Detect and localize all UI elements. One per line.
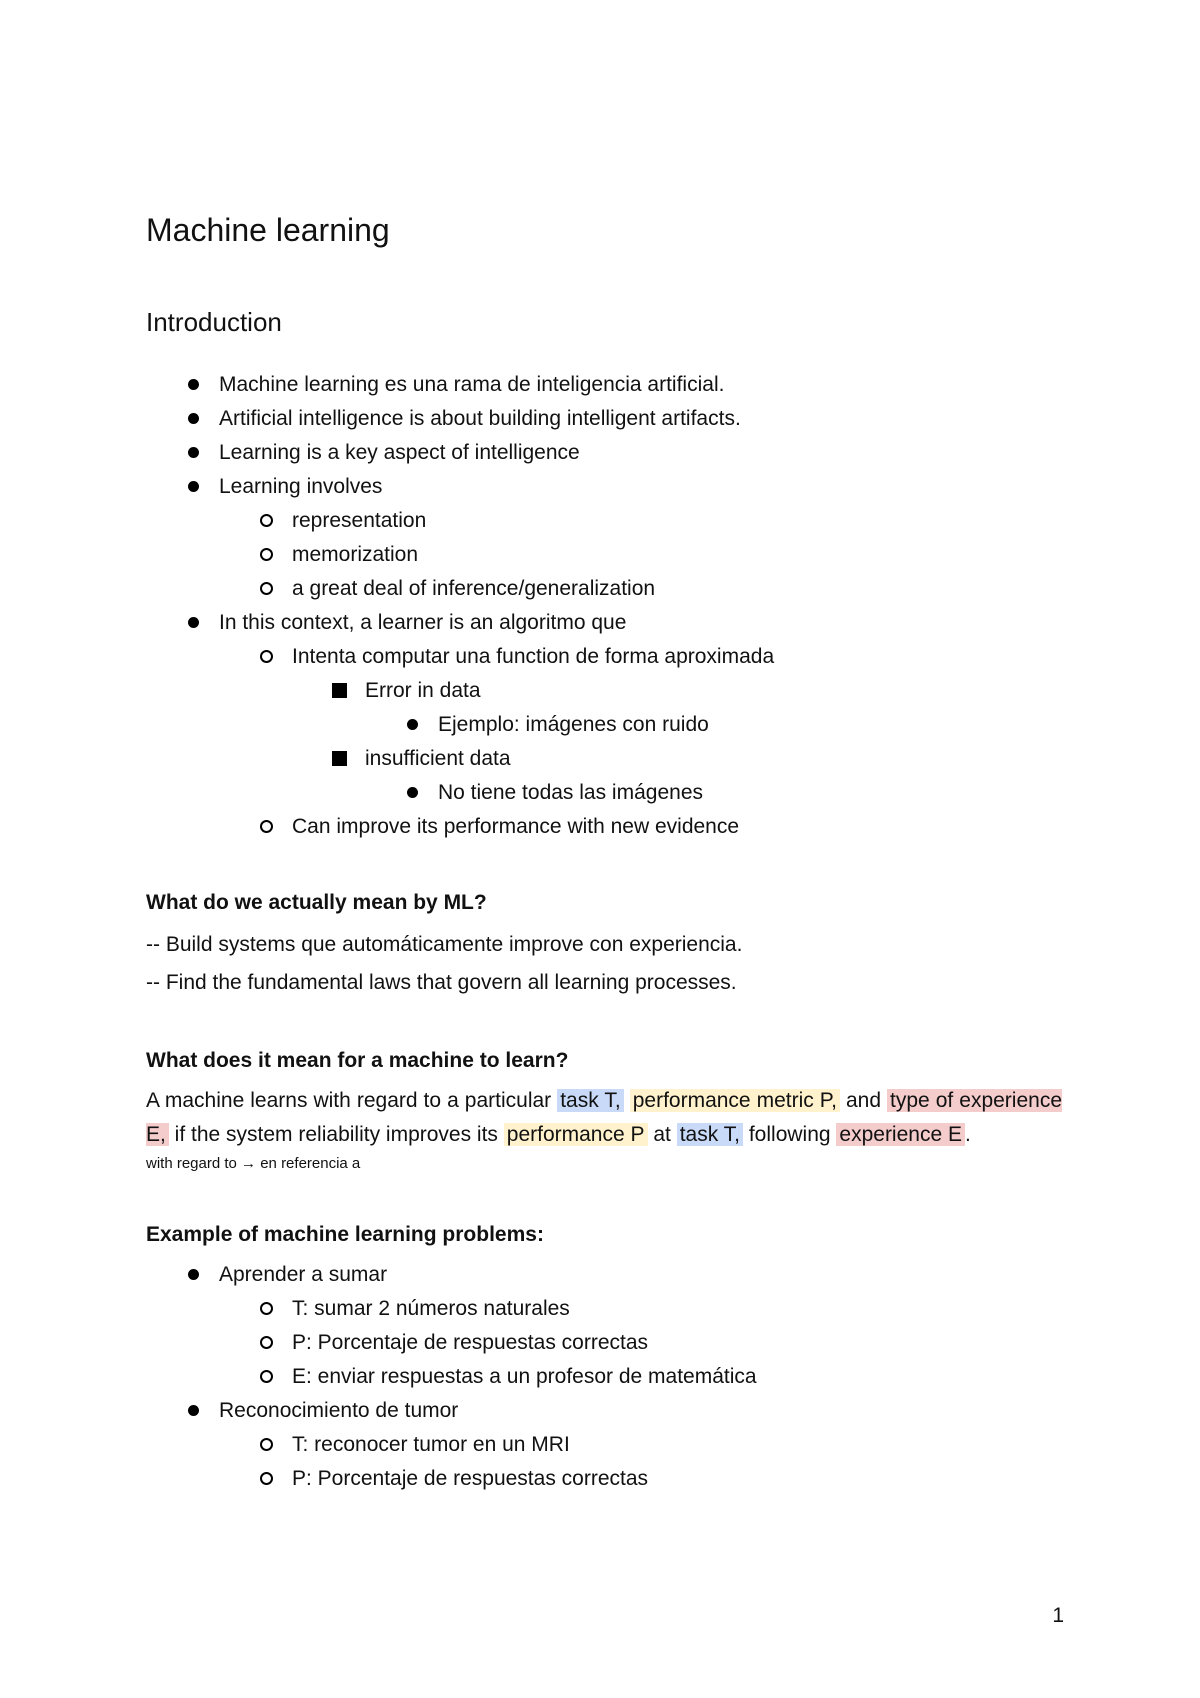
list-item [146,368,1062,402]
list-item-text: Learning is a key aspect of intelligence [219,441,580,464]
list-item-text: representation [292,509,427,532]
list-item [146,640,1062,674]
learn-definition-heading: What does it mean for a machine to learn? [146,1049,569,1072]
learn-definition-section [146,1046,1062,1176]
list-item-text: a great deal of inference/generalization [292,577,656,600]
list-item [146,1326,1062,1360]
circle-bullet-icon [256,504,276,538]
list-item-text: Reconocimiento de tumor [219,1399,459,1422]
definition-text: and [839,1089,888,1112]
dot-bullet-icon [183,368,203,402]
circle-bullet-icon [256,1292,276,1326]
list-item-text: E: enviar respuestas a un profesor de matemática [292,1365,757,1388]
list-item [146,1428,1062,1462]
definition-text: at [647,1123,677,1146]
list-item-text: Artificial intelligence is about building intelligent artifacts. [219,407,741,430]
definition-paragraph [146,1084,1062,1152]
page-title: Machine learning [146,212,390,248]
list-item-text: In this context, a learner is an algoritmo que [219,611,627,634]
list-item [146,538,1062,572]
circle-bullet-icon [256,640,276,674]
highlighted-term: performance metric P, [630,1089,840,1112]
list-item [146,674,1062,708]
list-item-text: P: Porcentaje de respuestas correctas [292,1467,649,1490]
ml-meaning-heading: What do we actually mean by ML? [146,891,487,914]
list-item-text: Intenta computar una function de forma aproximada [292,645,775,668]
list-item [146,572,1062,606]
examples-section [146,1220,1062,1496]
definition-text: A machine learns with regard to a particular [146,1089,558,1112]
examples-heading: Example of machine learning problems: [146,1223,544,1246]
list-item [146,606,1062,640]
highlighted-term: experience E [836,1123,965,1146]
definition-text: . [964,1123,971,1146]
highlighted-term: task T, [677,1123,743,1146]
translation-note: with regard to → en referencia a [146,1155,361,1172]
circle-bullet-icon [256,538,276,572]
page-content [146,206,1062,1496]
list-item [146,1258,1062,1292]
list-item-text: Machine learning es una rama de inteligencia artificial. [219,373,725,396]
circle-bullet-icon [256,1462,276,1496]
list-item-text: T: sumar 2 números naturales [292,1297,570,1320]
list-item-text: T: reconocer tumor en un MRI [292,1433,570,1456]
list-item [146,436,1062,470]
dot-bullet-icon [183,470,203,504]
list-item [146,1462,1062,1496]
list-item [146,708,1062,742]
section-heading: Introduction [146,307,282,337]
list-item-text: insufficient data [365,747,511,770]
list-item-text: Ejemplo: imágenes con ruido [438,713,709,736]
highlighted-term: task T, [557,1089,624,1112]
dot-bullet-icon [183,436,203,470]
definition-text [624,1089,630,1112]
circle-bullet-icon [256,1428,276,1462]
dot-bullet-icon [402,708,422,742]
ml-meaning-line: -- Find the fundamental laws that govern all learning processes. [146,971,737,994]
square-bullet-icon [329,674,349,708]
dot-bullet-icon [183,1258,203,1292]
ml-meaning-section [146,888,1062,1002]
list-item [146,402,1062,436]
page-number: 1 [1052,1604,1064,1627]
list-item [146,742,1062,776]
list-item-text: Aprender a sumar [219,1263,388,1286]
circle-bullet-icon [256,1360,276,1394]
square-bullet-icon [329,742,349,776]
circle-bullet-icon [256,572,276,606]
definition-text: following [743,1123,837,1146]
circle-bullet-icon [256,1326,276,1360]
list-item-text: memorization [292,543,419,566]
list-item [146,1292,1062,1326]
dot-bullet-icon [183,606,203,640]
list-item-text: Error in data [365,679,481,702]
dot-bullet-icon [402,776,422,810]
list-item [146,504,1062,538]
ml-meaning-line: -- Build systems que automáticamente improve con experiencia. [146,933,743,956]
list-item [146,776,1062,810]
list-item [146,1360,1062,1394]
list-item-text: Learning involves [219,475,383,498]
list-item [146,810,1062,844]
dot-bullet-icon [183,1394,203,1428]
highlighted-term: type of experience E, [146,1089,1063,1146]
examples-bullet-list [146,1258,1062,1496]
highlighted-term: performance P [504,1123,648,1146]
list-item-text: Can improve its performance with new evidence [292,815,740,838]
intro-bullet-list [146,368,1062,844]
list-item [146,1394,1062,1428]
dot-bullet-icon [183,402,203,436]
list-item-text: P: Porcentaje de respuestas correctas [292,1331,649,1354]
circle-bullet-icon [256,810,276,844]
list-item [146,470,1062,504]
list-item-text: No tiene todas las imágenes [438,781,703,804]
definition-text: if the system reliability improves its [168,1123,504,1146]
